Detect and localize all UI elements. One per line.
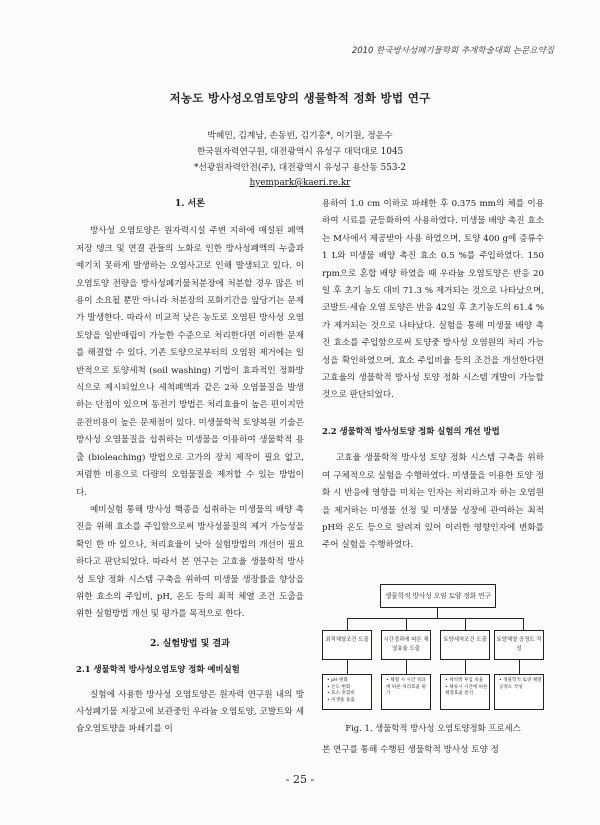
method-paragraph: 실험에 사용한 방사성 오염토양은 원자력 연구원 내의 방사성폐기물 저장고에 보관중인 우라늄 오염토양, 코발트와 세슘오염토양을 파쇄기를 이 xyxy=(76,689,304,735)
connector-line xyxy=(523,618,524,630)
diagram-detail-2: • 체열 시 시간 경과에 따른 처리효율 평가 xyxy=(381,674,431,710)
diagram-box-optimal-conditions: 최적체열조건 도출 xyxy=(322,630,372,660)
affiliation-2: *선광원자력안전(주), 대전광역시 유성구 용산동 553-2 xyxy=(193,163,407,173)
process-diagram xyxy=(322,578,544,716)
connector-line xyxy=(406,618,407,630)
connector-line xyxy=(465,660,466,674)
diagram-box-washing-conditions: 토양세척조건 도출 xyxy=(440,630,490,660)
diagram-detail-3: • 세척액 투입 비율 • 체류시 시간에 따른 체열효율 분석 xyxy=(440,674,490,710)
conclusion-line: 본 연구를 통해 수행된 생물학적 방사성 토양 정 xyxy=(322,745,499,755)
connector-line xyxy=(465,618,466,630)
diagram-box-time-efficiency: 시간경과에 따른 체열효율 도출 xyxy=(381,630,431,660)
intro-paragraph-2: 예비실험 통해 방사성 핵종을 섭취하는 미생물의 배양 촉진을 위해 효소를 주입함으로써 방사성물질의 제거 가능성을 확인 한 바 있으나, 처리효율이 낮아 실험방법의 개선이 필요하다고 판단되었다. 따라서 본 연구는 고효율 생물학적 방사성 토양 정화 시스템 구축을 위하여 미생물 생장률을 향상을 위한 효소의 주입비, pH, 온도 등의 최적 체열 조건 도출을 위한 실험방법 개선 및 평가를 목적으로 한다. xyxy=(76,504,304,620)
diagram-detail-4: • 생물학적 토양 체열 공정도 작성 xyxy=(494,674,544,710)
connector-line xyxy=(406,660,407,674)
running-header: 2010 한국방사성폐기물학회 추계학술대회 논문요약집 xyxy=(351,46,554,56)
connector-line xyxy=(347,618,523,619)
right-column xyxy=(322,196,544,555)
results-paragraph: 용하여 1.0 cm 이하로 파쇄한 후 0.375 mm의 체를 이용하여 시료를 균등화하여 사용하였다. 미생물 배양 촉진 효소는 M사에서 제공받아 사용 하였으며, 토양 400 g에 증류수 1 L와 미생물 배양 촉진 효소 0.5 %를 주입하였다. 150 rpm으로 혼합 배양 하였을 때 우라늄 오염토양은 반응 20일 후 초기 농도 대비 71.3 % 제거되는 것으로 나타났으며, 코발트·세슘 오염 토양은 반응 42일 후 초기농도의 61.4 %가 제거되는 것으로 나타났다. 실험을 통해 미생물 배양 촉진 효소를 주입함으로써 토양중 방사성 오염원의 처리 가능성을 확인하였으며, 효소 주입비율 등의 조건을 개선한다면 고효율의 생물학적 방사성 토양 정화 시스템 개발이 가능할 것으로 판단되었다. xyxy=(322,199,544,401)
section-2-heading: 2. 실험방법 및 결과 xyxy=(150,638,230,649)
authors: 박혜민, 김계남, 손동빈, 김기홍*, 이기원, 정운수 xyxy=(207,131,393,141)
figure-caption: Fig. 1. 생물학적 방사성 오염토양정화 프로세스 xyxy=(345,723,521,733)
intro-paragraph-1: 방사성 오염토양은 원자력시설 주변 지하에 매설된 폐액저장 탱크 및 연결 관들의 노화로 인한 방사성폐액의 누출과 예기치 못하게 발생하는 오염사고로 인해 발생되고 있다. 이 오염토양 전량을 방사성폐기물처분장에 처분할 경우 많은 비용이 소요될 뿐만 아니라 처분장의 포화기간을 앞당기는 문제가 발생한다. 따라서 비교적 낮은 농도로 오염된 방사성 오염토양을 일반매립이 가능한 수준으로 처리한다면 이러한 문제를 해결할 수 있다. 기존 토양으로부터의 오염원 제거에는 일반적으로 토양세척 (soil washing) 기법이 효과적인 정화방식으로 제시되었으나 세척폐액과 같은 2차 오염물질을 발생하는 단점이 있으며 동전기 방법은 처리효율이 높은 편이지만 운전비용이 높은 문제점이 있다. 미생물학적 토양복원 기술은 방사성 오염물질을 섭취하는 미생물을 이용하여 생물학적 용출 (bioleaching) 방법으로 고가의 장치 제작이 필요 없고, 저렴한 비용으로 다량의 오염물질을 제거할 수 있는 방법이다. xyxy=(76,226,304,498)
affiliation-1: 한국원자력연구원, 대전광역시 유성구 대덕대로 1045 xyxy=(196,147,404,157)
diagram-box-process-chart: 토양체열 공정도 작성 xyxy=(494,630,544,660)
diagram-root-box: 생물학적 방사성 오염 토양 정화 연구 xyxy=(380,584,496,608)
subsection-2-2-heading: 2.2 생물학적 방사성토양 정화 실험의 개선 방법 xyxy=(322,425,500,436)
improvement-paragraph: 고효율 생물학적 방사성 토양 정화 시스템 구축을 위하여 구체적으로 실험을 수행하였다. 미생물을 이용한 토양 정화 시 반응에 영향을 미치는 인자는 처리하고자 하는 오염원을 제거하는 미생물 선정 및 미생물 성장에 관여하는 최적 pH와 온도 등으로 알려져 있어 이러한 영향인자에 변화를 주어 실험을 수행하였다. xyxy=(322,453,544,551)
paper-title: 저농도 방사성오염토양의 생물학적 정화 방법 연구 xyxy=(169,91,431,105)
connector-line xyxy=(347,618,348,630)
section-1-heading: 1. 서론 xyxy=(175,199,205,209)
page-number: - 25 - xyxy=(285,773,315,786)
subsection-2-1-heading: 2.1 생물학적 방사성오염토양 정화 예비실험 xyxy=(76,664,240,675)
email-link[interactable]: hyempark@kaeri.re.kr xyxy=(249,178,351,188)
connector-line xyxy=(347,660,348,674)
left-column xyxy=(76,196,304,739)
connector-line xyxy=(519,660,520,674)
diagram-detail-1: • pH 변화 • 온도 변화 • 효소 혼합비 • 미생물 용출 xyxy=(322,674,372,710)
connector-line xyxy=(437,608,438,618)
